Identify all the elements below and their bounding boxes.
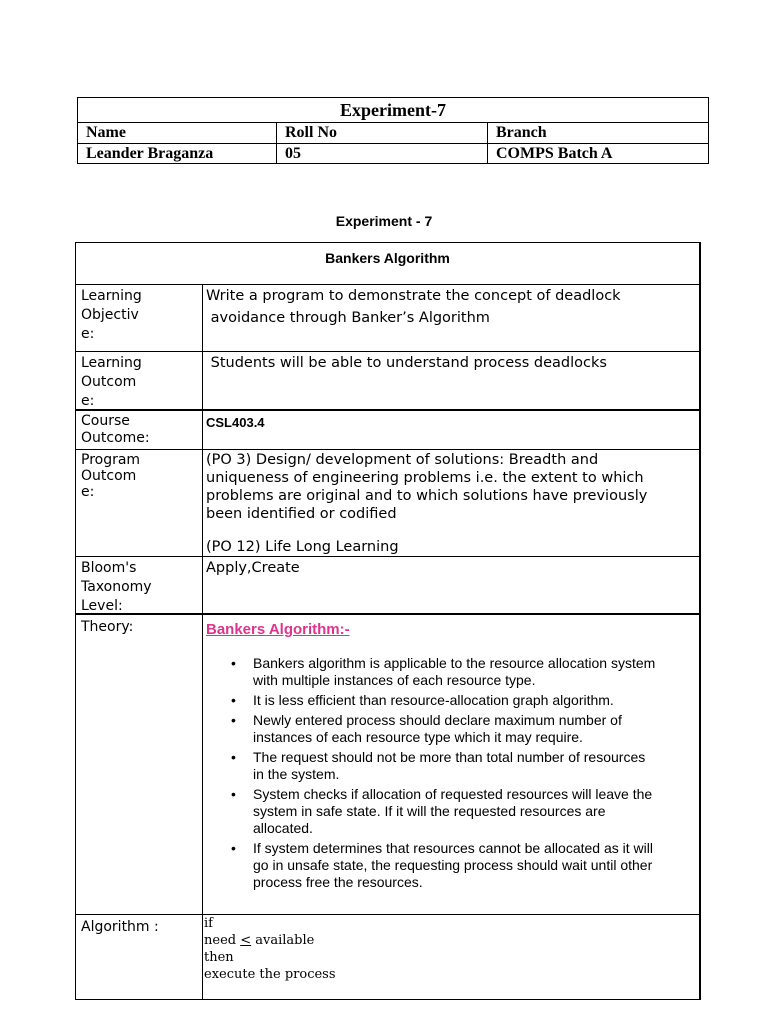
learning-objective-label bbox=[76, 285, 203, 351]
course-outcome-code: CSL403.4 bbox=[206, 415, 265, 430]
bullet-line: system in safe state. If it will the requested resources are bbox=[253, 803, 606, 819]
list-item: • Newly entered process should declare maximum number of instances of each resource type which it may require. bbox=[206, 712, 701, 746]
header-row-values bbox=[78, 143, 708, 164]
less-equal-symbol: < bbox=[240, 933, 252, 948]
bullet-line: in the system. bbox=[253, 766, 340, 782]
code-line: then bbox=[204, 950, 234, 965]
code-line: execute the process bbox=[204, 967, 336, 982]
list-item: • The request should not be more than total number of resources in the system. bbox=[206, 749, 701, 783]
label-line: Level: bbox=[81, 598, 123, 614]
theory-heading: Bankers Algorithm:- bbox=[206, 621, 350, 638]
label-line: Course bbox=[81, 413, 130, 429]
algorithm-row bbox=[76, 915, 699, 999]
label-line: e: bbox=[81, 326, 95, 342]
bullet-line: System checks if allocation of requested resources will leave the bbox=[253, 786, 653, 802]
program-outcome-text bbox=[203, 450, 699, 556]
algorithm-pseudocode bbox=[204, 915, 336, 983]
text-line: been identified or codified bbox=[206, 506, 397, 522]
bullet-line: with multiple instances of each resource type. bbox=[253, 672, 536, 688]
program-outcome-label bbox=[76, 450, 203, 556]
learning-objective-text bbox=[203, 285, 699, 351]
bullet-line: instances of each resource type which it may require. bbox=[253, 729, 583, 745]
blooms-row bbox=[76, 557, 699, 615]
header-row-labels bbox=[78, 122, 708, 144]
bullet-line: It is less efficient than resource-allocation graph algorithm. bbox=[253, 692, 614, 708]
course-outcome-row bbox=[76, 411, 699, 450]
label-line: e: bbox=[81, 393, 95, 409]
theory-bullet-list bbox=[206, 655, 701, 894]
roll-no-value: 05 bbox=[277, 143, 488, 164]
code-line bbox=[204, 932, 336, 949]
header-table bbox=[77, 97, 709, 164]
code-text: available bbox=[255, 933, 315, 948]
table-title-row bbox=[76, 243, 699, 285]
po12-text: (PO 12) Life Long Learning bbox=[206, 539, 399, 555]
label-line: Objectiv bbox=[81, 307, 139, 323]
blooms-label bbox=[76, 557, 203, 613]
label-line: Outcome: bbox=[81, 430, 150, 446]
label-line: Program bbox=[81, 452, 141, 468]
bullet-line: If system determines that resources cannot be allocated as it will bbox=[253, 840, 653, 856]
text-line: avoidance through Banker’s Algorithm bbox=[206, 310, 490, 326]
list-item: • System checks if allocation of requested resources will leave the system in safe state. If it will the requested resources are allocated. bbox=[206, 786, 701, 837]
text-line: problems are original and to which solutions have previously bbox=[206, 488, 648, 504]
bullet-line: go in unsafe state, the requesting process should wait until other bbox=[253, 857, 653, 873]
experiment-title: Experiment-7 bbox=[78, 98, 708, 123]
learning-objective-row bbox=[76, 285, 699, 352]
algorithm-label: Algorithm : bbox=[76, 915, 203, 999]
roll-no-header: Roll No bbox=[277, 122, 488, 143]
code-text: need bbox=[204, 933, 241, 948]
theory-label: Theory: bbox=[76, 615, 203, 914]
code-line: if bbox=[204, 916, 213, 931]
label-line: e: bbox=[81, 484, 95, 500]
label-line: Learning bbox=[81, 355, 142, 371]
branch-value: COMPS Batch A bbox=[496, 145, 613, 162]
theory-content bbox=[203, 615, 699, 914]
bullet-line: Newly entered process should declare maximum number of bbox=[253, 712, 622, 728]
text-line: (PO 3) Design/ development of solutions: Breadth and bbox=[206, 452, 599, 468]
bullet-line: Bankers algorithm is applicable to the resource allocation system bbox=[253, 655, 656, 671]
program-outcome-row bbox=[76, 450, 699, 557]
name-value: Leander Braganza bbox=[78, 143, 277, 164]
bullet-line: process free the resources. bbox=[253, 874, 423, 890]
experiment-table bbox=[75, 242, 701, 1000]
branch-header: Branch bbox=[496, 124, 547, 141]
learning-outcome-row bbox=[76, 352, 699, 411]
learning-outcome-text: Students will be able to understand process deadlocks bbox=[206, 355, 607, 371]
experiment-subtitle: Experiment - 7 bbox=[335, 213, 433, 229]
theory-row bbox=[76, 615, 699, 915]
text-line: Write a program to demonstrate the concept of deadlock bbox=[206, 288, 621, 304]
blooms-text: Apply,Create bbox=[206, 560, 300, 576]
table-title: Bankers Algorithm bbox=[325, 250, 450, 266]
algorithm-content bbox=[203, 915, 699, 999]
label-line: Bloom's bbox=[81, 560, 137, 576]
label-line: Taxonomy bbox=[81, 579, 152, 595]
label-line: Outcom bbox=[81, 468, 137, 484]
label-line: Learning bbox=[81, 288, 142, 304]
name-header: Name bbox=[78, 122, 277, 143]
label-line: Outcom bbox=[81, 374, 137, 390]
list-item: • It is less efficient than resource-allocation graph algorithm. bbox=[206, 692, 701, 709]
bullet-line: allocated. bbox=[253, 820, 313, 836]
course-outcome-label bbox=[76, 411, 203, 449]
learning-outcome-label bbox=[76, 352, 203, 409]
text-line: uniqueness of engineering problems i.e. the extent to which bbox=[206, 470, 644, 486]
list-item: • If system determines that resources cannot be allocated as it will go in unsafe state, the requesting process should wait until other process free the resources. bbox=[206, 840, 701, 891]
list-item: • Bankers algorithm is applicable to the resource allocation system with multiple instances of each resource type. bbox=[206, 655, 701, 689]
bullet-line: The request should not be more than total number of resources bbox=[253, 749, 646, 765]
